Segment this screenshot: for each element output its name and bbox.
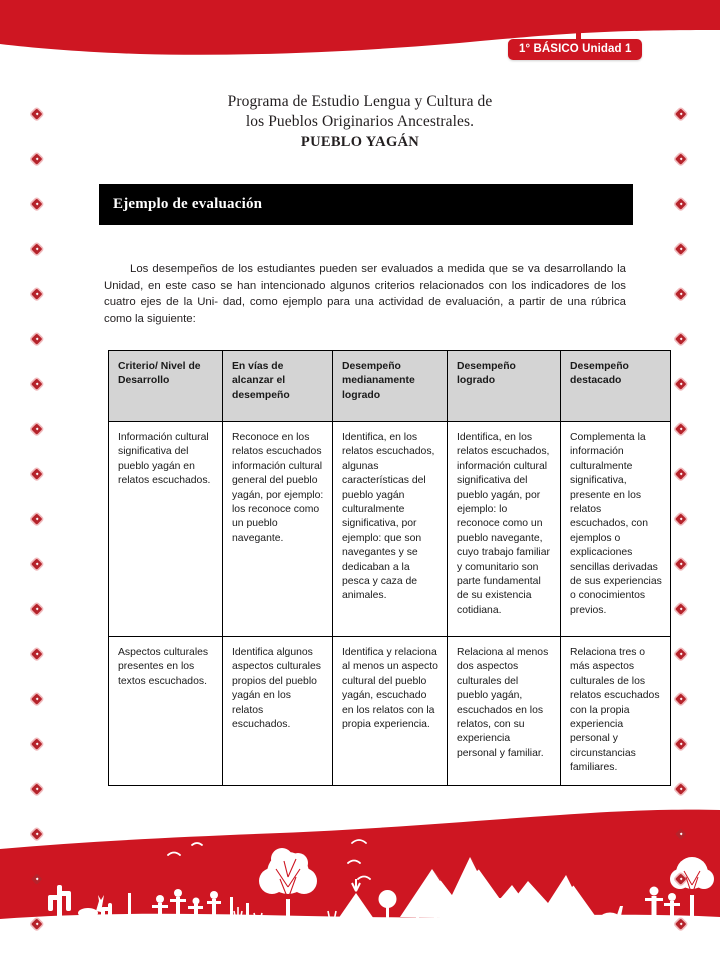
red-diamond-icon xyxy=(677,155,688,166)
red-diamond-icon xyxy=(33,425,44,436)
table-row xyxy=(109,422,671,637)
rubric-cell: Relaciona al menos dos aspectos culturales del pueblo yagán, escuchados en los relatos, con su experiencia personal y familiar. xyxy=(448,637,561,786)
title-line-3-pueblo: PUEBLO YAGÁN xyxy=(300,134,420,150)
intro-paragraph: Los desempeños de los estudiantes pueden ser evaluados a medida que se va desarrollando la Unidad, en este caso se han intencionado algunos criterios relacionados con los indicadores de los cuatro ejes de la Uni- dad, como ejemplo para una actividad de evaluación, a partir de una rúbrica como la siguiente: xyxy=(104,263,626,325)
rubric-cell: Información cultural significativa del pueblo yagán en relatos escuchados. xyxy=(109,422,223,637)
left-ornament-column xyxy=(33,110,49,965)
rubric-cell: Reconoce en los relatos escuchados información cultural general del pueblo yagán, por ejemplo: los reconoce como un pueblo navegante. xyxy=(223,422,333,637)
rubric-header-cell: Desempeño destacado xyxy=(561,351,671,422)
red-diamond-icon xyxy=(677,695,688,706)
red-diamond-icon xyxy=(677,605,688,616)
red-diamond-icon xyxy=(677,425,688,436)
red-diamond-icon xyxy=(33,875,44,886)
title-line-1: Programa de Estudio Lengua y Cultura de xyxy=(227,93,493,110)
red-diamond-icon xyxy=(33,605,44,616)
section-banner xyxy=(99,184,633,225)
rubric-cell: Aspectos culturales presentes en los textos escuchados. xyxy=(109,637,223,786)
red-diamond-icon xyxy=(677,920,688,931)
section-banner-label: Ejemplo de evaluación xyxy=(113,196,263,212)
rubric-header-cell: Criterio/ Nivel de Desarrollo xyxy=(109,351,223,422)
rubric-header-cell: En vías de alcanzar el desempeño xyxy=(223,351,333,422)
red-diamond-icon xyxy=(33,200,44,211)
red-diamond-icon xyxy=(677,785,688,796)
red-diamond-icon xyxy=(677,245,688,256)
red-diamond-icon xyxy=(33,785,44,796)
red-diamond-icon xyxy=(33,380,44,391)
red-diamond-icon xyxy=(33,560,44,571)
red-diamond-icon xyxy=(677,560,688,571)
red-diamond-icon xyxy=(677,380,688,391)
red-diamond-icon xyxy=(677,515,688,526)
rubric-cell: Identifica, en los relatos escuchados, información cultural significativa del pueblo yagán, por ejemplo: lo reconoce como un pueblo navegante, cuyo trabajo familiar y comunitario son parte fundamental de su existencia cotidiana. xyxy=(448,422,561,637)
red-diamond-icon xyxy=(33,335,44,346)
rubric-cell: Identifica, en los relatos escuchados, algunas características del pueblo yagán culturalmente significativa, por ejemplo: que son navegantes y se dedicaban a la pesca y caza de animales. xyxy=(333,422,448,637)
red-diamond-icon xyxy=(33,830,44,841)
rubric-header-cell: Desempeño medianamente logrado xyxy=(333,351,448,422)
red-diamond-icon xyxy=(677,650,688,661)
rubric-header-row xyxy=(109,351,671,422)
red-diamond-icon xyxy=(33,290,44,301)
red-diamond-icon xyxy=(677,290,688,301)
title-line-2: los Pueblos Originarios Ancestrales. xyxy=(245,113,475,130)
red-diamond-icon xyxy=(677,740,688,751)
red-diamond-icon xyxy=(33,920,44,931)
rubric-header-cell: Desempeño logrado xyxy=(448,351,561,422)
red-diamond-icon xyxy=(33,650,44,661)
red-diamond-icon xyxy=(677,470,688,481)
red-diamond-icon xyxy=(677,335,688,346)
red-diamond-icon xyxy=(33,155,44,166)
rubric-table xyxy=(108,350,671,786)
rubric-cell: Complementa la información culturalmente significativa, presente en los relatos escuchados, con ejemplos o explicaciones sencillas derivadas de sus experiencias o conocimientos previos. xyxy=(561,422,671,637)
red-diamond-icon xyxy=(677,875,688,886)
red-diamond-icon xyxy=(33,695,44,706)
table-row xyxy=(109,637,671,786)
bottom-landscape-illustration xyxy=(0,807,720,932)
red-diamond-icon xyxy=(33,515,44,526)
red-diamond-icon xyxy=(677,200,688,211)
red-diamond-icon xyxy=(677,830,688,841)
rubric-cell: Relaciona tres o más aspectos culturales de los relatos escuchados con la propia experiencia personal y circunstancias familiares. xyxy=(561,637,671,786)
red-diamond-icon xyxy=(33,470,44,481)
unit-badge: 1° BÁSICO Unidad 1 xyxy=(508,39,642,60)
red-diamond-icon xyxy=(33,245,44,256)
right-ornament-column xyxy=(677,110,693,965)
rubric-cell: Identifica y relaciona al menos un aspecto cultural del pueblo yagán, escuchado en los relatos con la propia experiencia. xyxy=(333,637,448,786)
document-title xyxy=(0,92,720,152)
red-diamond-icon xyxy=(33,740,44,751)
rubric-cell: Identifica algunos aspectos culturales propios del pueblo yagán en los relatos escuchados. xyxy=(223,637,333,786)
